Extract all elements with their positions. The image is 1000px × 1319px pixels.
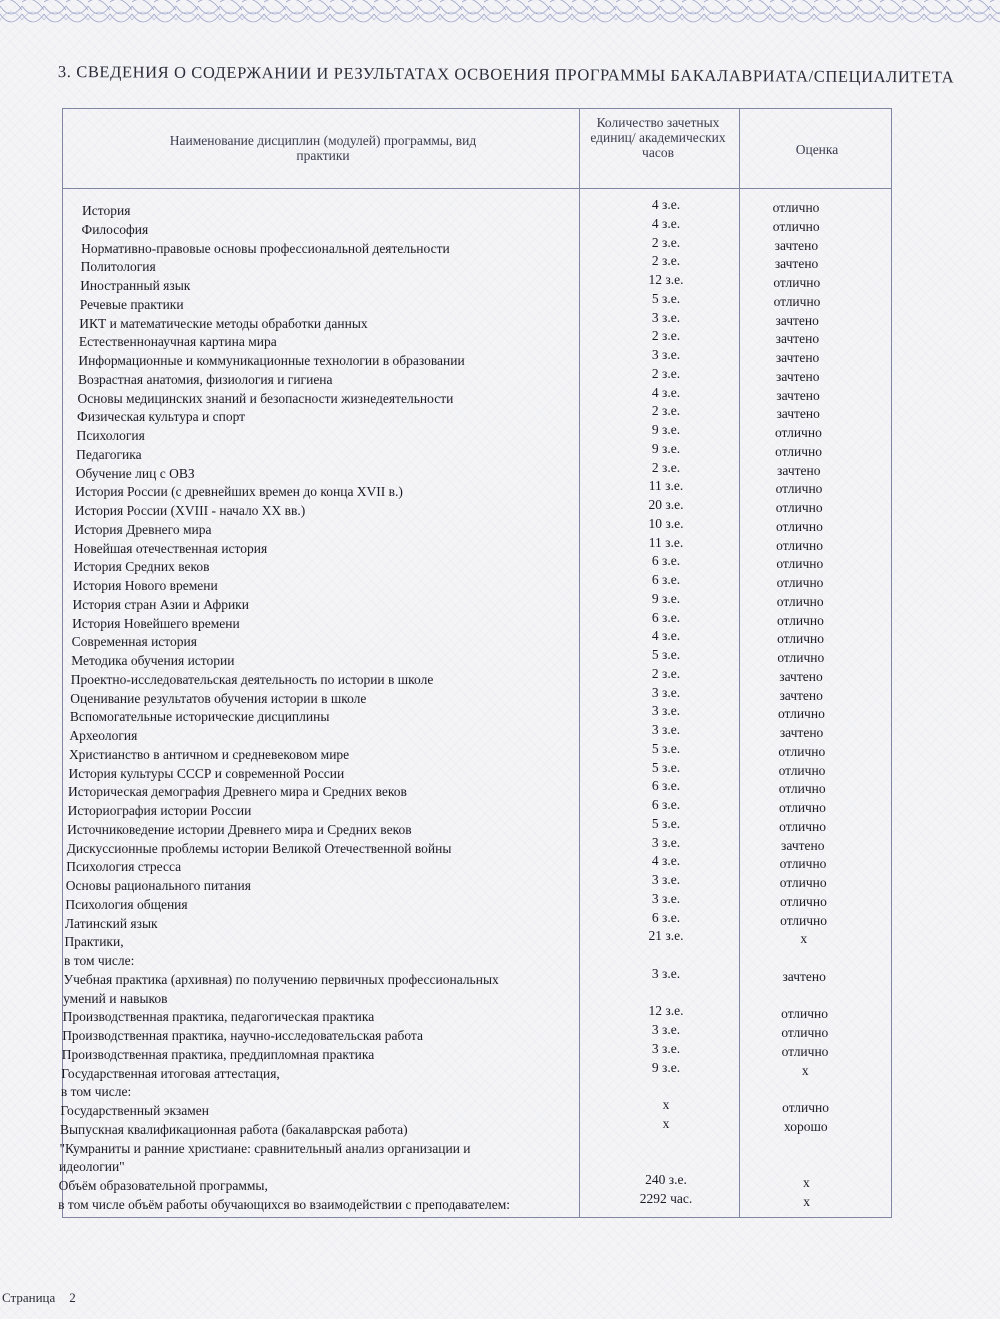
credits-value: 12 з.е. [648,1003,684,1019]
grade-value: отлично [779,893,827,909]
grade-value: отлично [775,443,823,459]
discipline-name: Физическая культура и спорт [77,409,246,425]
discipline-name: История России (XVIII - начало XX вв.) [74,503,306,518]
discipline-name: Латинский язык [64,915,158,931]
credits-value: 9 з.е. [651,422,681,437]
credits-value: 10 з.е. [648,515,684,531]
credits-value: х [662,1097,670,1112]
page-label: Страница [2,1290,56,1305]
credits-value: 4 з.е. [651,628,681,644]
discipline-name: Новейшая отечественная история [73,540,268,556]
section-heading: 3. СВЕДЕНИЯ О СОДЕРЖАНИИ И РЕЗУЛЬТАТАХ ОСВОЕНИЯ ПРОГРАММЫ БАКАЛАВРИАТА/СПЕЦИАЛИТЕТА [57,62,955,87]
credits-value: 3 з.е. [651,722,681,737]
credits-value: 3 з.е. [651,684,681,700]
grade-value: хорошо [783,1118,828,1134]
grade-value: зачтено [779,725,824,740]
discipline-name: Производственная практика, педагогическая практика [62,1009,375,1025]
credits-value: 4 з.е. [651,197,681,212]
discipline-name: Государственный экзамен [60,1103,209,1118]
credits-value: 3 з.е. [651,309,681,325]
credits-value: 5 з.е. [651,740,681,756]
grade-value: х [800,931,808,947]
discipline-name: в том числе объём работы обучающихся во взаимодействии с преподавателем: [58,1196,511,1212]
discipline-name: Учебная практика (архивная) по получению первичных профессиональных [63,971,499,987]
discipline-name: Речевые практики [79,296,184,312]
discipline-name: Оценивание результатов обучения истории в школе [70,690,367,706]
discipline-name: История Нового времени [73,578,218,593]
grade-value: отлично [777,631,825,647]
credits-value: 11 з.е. [648,478,684,494]
discipline-name: Производственная практика, преддипломная практика [61,1046,375,1062]
credits-value: 2 з.е. [651,365,681,381]
credits-value: 2 з.е. [651,459,681,475]
grade-value: отлично [772,218,820,234]
credits-value: 5 з.е. [651,647,681,662]
grade-value: отлично [776,575,824,590]
discipline-name: История стран Азии и Африки [72,596,249,612]
credits-value: 3 з.е. [651,890,681,906]
grade-value: отлично [779,818,827,834]
credits-value: 3 з.е. [651,965,681,981]
grade-value: отлично [774,425,822,440]
discipline-name: Христианство в античном и средневековом мире [68,746,350,762]
discipline-name: Проектно-исследовательская деятельность по истории в школе [70,671,434,687]
credits-value: 6 з.е. [651,797,681,812]
grade-value: отлично [780,912,828,928]
grade-value: отлично [777,706,825,722]
discipline-name: История культуры СССР и современной России [68,765,345,781]
discipline-name: История Новейшего времени [72,615,240,631]
page-footer [2,1290,76,1306]
credits-value: 3 з.е. [651,347,681,362]
grade-value: зачтено [776,368,820,384]
grade-value: отлично [776,556,824,572]
header-name-column: Наименование дисциплин (модулей) программы, вид практики [169,133,477,163]
credits-value: 9 з.е. [651,590,681,606]
discipline-name: Психология стресса [66,859,182,875]
grade-value: зачтено [775,312,819,328]
credits-value: 6 з.е. [651,778,681,794]
discipline-name: Основы рационального питания [65,878,251,893]
discipline-name: История России (с древнейших времен до конца XVII в.) [75,484,403,500]
discipline-name: Философия [81,221,149,237]
discipline-name: Иностранный язык [80,278,191,293]
discipline-name: Дискуссионные проблемы истории Великой Отечественной войны [66,840,452,856]
grade-value: х [803,1175,810,1190]
discipline-name: Естественнонаучная картина мира [78,334,277,350]
discipline-name: Психология общения [65,896,188,912]
grade-value: отлично [781,1006,829,1022]
grade-value: зачтено [782,968,826,984]
discipline-name: Государственная итоговая аттестация, [61,1065,280,1081]
credits-value: 6 з.е. [651,609,681,625]
credits-value: 5 з.е. [651,759,681,775]
discipline-name: в том числе: [64,953,135,968]
grade-value: отлично [773,275,821,290]
credits-value: 4 з.е. [651,215,681,231]
header-credits-column: Количество зачетных единиц/ академических часов [590,115,726,160]
discipline-name: Политология [80,259,156,275]
grade-value: х [801,1062,809,1078]
discipline-name: Источниковедение истории Древнего мира и Средних веков [67,821,412,837]
credits-value: 21 з.е. [648,928,684,944]
grade-value: отлично [781,1043,829,1059]
discipline-name: Археология [69,728,138,743]
discipline-name: ИКТ и математические методы обработки данных [79,315,368,331]
discipline-name: Вспомогательные исторические дисциплины [69,709,330,725]
credits-value: 11 з.е. [648,534,684,550]
grade-value: отлично [775,481,823,497]
grade-value: отлично [776,593,824,609]
grade-value: зачтено [779,687,823,703]
grade-value: зачтено [781,837,825,853]
page-number: 2 [69,1290,76,1305]
header-grade-column: Оценка [795,142,839,157]
discipline-name: в том числе: [60,1084,132,1100]
credits-value: 5 з.е. [651,290,681,306]
credits-value: 20 з.е. [648,497,684,512]
grade-value: отлично [772,200,820,215]
grade-value: отлично [777,650,825,665]
credits-value: 2 з.е. [651,234,681,250]
grade-value: отлично [782,1100,830,1115]
discipline-name: Методика обучения истории [71,653,235,668]
grade-value: отлично [778,800,826,815]
grade-value: зачтено [776,406,820,422]
credits-value: 4 з.е. [651,384,681,400]
credits-value: х [662,1115,670,1131]
credits-value: 6 з.е. [651,572,681,587]
grade-value: отлично [775,500,823,515]
grade-value: х [803,1193,810,1209]
discipline-name: Объём образовательной программы, [58,1178,268,1193]
grade-value: зачтено [775,331,820,347]
credits-value: 5 з.е. [651,815,681,831]
credits-value: 3 з.е. [651,1022,681,1037]
credits-value: 3 з.е. [651,1040,681,1056]
credits-value: 6 з.е. [651,553,681,569]
credits-value: 2 з.е. [651,253,681,269]
grade-value: зачтено [779,668,823,684]
discipline-name: Информационные и коммуникационные технологии в образовании [78,353,465,368]
discipline-name: Историческая демография Древнего мира и Средних веков [68,784,407,800]
credits-value: 2 з.е. [651,665,681,681]
discipline-name: Историография истории России [67,803,252,818]
discipline-name: Обучение лиц с ОВЗ [75,465,195,481]
credits-value: 2292 час. [639,1190,693,1206]
discipline-name: Нормативно-правовые основы профессиональной деятельности [81,240,450,256]
discipline-name: Практики, [64,934,124,950]
grade-value: зачтено [776,387,820,403]
grade-value: зачтено [775,350,820,365]
grade-value: зачтено [777,462,821,478]
discipline-name: Основы медицинских знаний и безопасности жизнедеятельности [77,390,454,406]
discipline-name: идеологии" [59,1159,125,1175]
credits-value: 2 з.е. [651,403,681,419]
grade-value: отлично [778,781,826,797]
credits-value: 4 з.е. [651,853,681,869]
discipline-name: История [82,203,131,218]
discipline-name: История Древнего мира [74,521,212,537]
credits-value: 9 з.е. [651,440,681,456]
grade-value: зачтено [774,256,819,272]
credits-value: 12 з.е. [648,272,684,287]
discipline-name: Педагогика [76,446,142,462]
grade-value: отлично [779,875,827,890]
credits-value: 9 з.е. [651,1059,681,1075]
grade-value: отлично [779,856,827,872]
grade-value: отлично [778,762,826,778]
discipline-name: Возрастная анатомия, физиология и гигиена [77,371,333,387]
discipline-name: Психология [76,428,145,443]
discipline-name: Современная история [71,634,197,650]
grade-value: зачтено [774,237,819,253]
credits-value: 2 з.е. [651,328,681,344]
grade-value: отлично [773,293,821,309]
grade-value: отлично [781,1025,829,1040]
credits-value: 240 з.е. [645,1172,687,1187]
credits-value: 3 з.е. [651,703,681,719]
credits-value: 3 з.е. [651,834,681,850]
grade-value: отлично [778,743,826,759]
grade-value: отлично [776,612,824,628]
grade-value: отлично [775,518,823,534]
discipline-name: "Кумраниты и ранние христиане: сравнительный анализ организации и [59,1140,471,1156]
discipline-name: умений и навыков [63,990,168,1006]
discipline-name: История Средних веков [73,559,210,575]
credits-value: 6 з.е. [651,909,681,925]
discipline-name: Выпускная квалификационная работа (бакалаврская работа) [59,1121,408,1137]
grade-value: отлично [776,537,824,553]
credits-value: 3 з.е. [651,872,681,887]
discipline-name: Производственная практика, научно-исследовательская работа [62,1028,423,1043]
